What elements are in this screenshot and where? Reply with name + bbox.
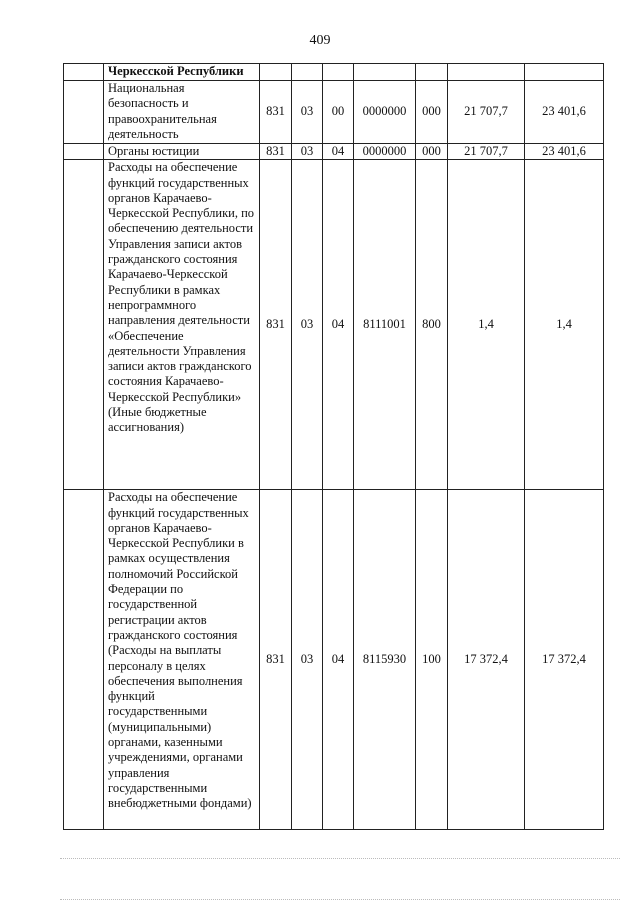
expense-type-cell: 000 [416, 144, 448, 160]
ministry-code-cell [260, 64, 292, 81]
page-number: 409 [309, 33, 331, 48]
section-code-cell [292, 64, 323, 81]
ministry-code-cell: 831 [260, 144, 292, 160]
row-name-cell: Расходы на обеспечение функций государственных органов Карачаево-Черкесской Республики, по обеспечению деятельности Управления записи актов гражданского состояния Карачаево-Черкесской Республики в рамках непрограммного направления деятельности «Обеспечение деятельности Управления записи актов гражданского состояния Карачаево-Черкесской Республики» (Иные бюджетные ассигнования) [104, 160, 260, 490]
subsection-code-cell: 04 [323, 490, 354, 830]
subsection-code-cell [323, 64, 354, 81]
target-code-cell [354, 64, 416, 81]
expense-type-cell [416, 64, 448, 81]
table-row [64, 64, 604, 81]
sum-2015-cell [448, 64, 525, 81]
row-number-cell [64, 81, 104, 144]
subsection-code-cell: 00 [323, 81, 354, 144]
scan-artifact-line [60, 899, 620, 901]
table-row [64, 160, 604, 490]
sum-2015-cell: 17 372,4 [448, 490, 525, 830]
row-number-cell [64, 160, 104, 490]
row-name-cell: Национальная безопасность и правоохранительная деятельность [104, 81, 260, 144]
scan-artifact-line [60, 858, 620, 860]
table-row [64, 81, 604, 144]
row-name-cell: Органы юстиции [104, 144, 260, 160]
sum-2015-cell: 21 707,7 [448, 144, 525, 160]
table-row [64, 144, 604, 160]
target-code-cell: 0000000 [354, 81, 416, 144]
row-name-cell: Черкесской Республики [104, 64, 260, 81]
table-row [64, 490, 604, 830]
subsection-code-cell: 04 [323, 144, 354, 160]
target-code-cell: 0000000 [354, 144, 416, 160]
sum-2016-cell: 23 401,6 [525, 144, 604, 160]
expense-type-cell: 100 [416, 490, 448, 830]
ministry-code-cell: 831 [260, 81, 292, 144]
row-number-cell [64, 490, 104, 830]
target-code-cell: 8115930 [354, 490, 416, 830]
ministry-code-cell: 831 [260, 490, 292, 830]
sum-2016-cell: 17 372,4 [525, 490, 604, 830]
sum-2016-cell: 23 401,6 [525, 81, 604, 144]
sum-2016-cell [525, 64, 604, 81]
row-number-cell [64, 144, 104, 160]
section-code-cell: 03 [292, 144, 323, 160]
section-code-cell: 03 [292, 81, 323, 144]
row-name-cell: Расходы на обеспечение функций государственных органов Карачаево-Черкесской Республики в рамках осуществления полномочий Российской Федерации по государственной регистрации актов гражданского состояния (Расходы на выплаты персоналу в целях обеспечения выполнения функций государственными (муниципальными) органами, казенными учреждениями, органами управления государственными внебюджетными фондами) [104, 490, 260, 830]
expense-type-cell: 800 [416, 160, 448, 490]
sum-2016-cell: 1,4 [525, 160, 604, 490]
budget-table [63, 63, 604, 830]
section-code-cell: 03 [292, 160, 323, 490]
expense-type-cell: 000 [416, 81, 448, 144]
row-number-cell [64, 64, 104, 81]
sum-2015-cell: 1,4 [448, 160, 525, 490]
section-code-cell: 03 [292, 490, 323, 830]
target-code-cell: 8111001 [354, 160, 416, 490]
sum-2015-cell: 21 707,7 [448, 81, 525, 144]
ministry-code-cell: 831 [260, 160, 292, 490]
subsection-code-cell: 04 [323, 160, 354, 490]
